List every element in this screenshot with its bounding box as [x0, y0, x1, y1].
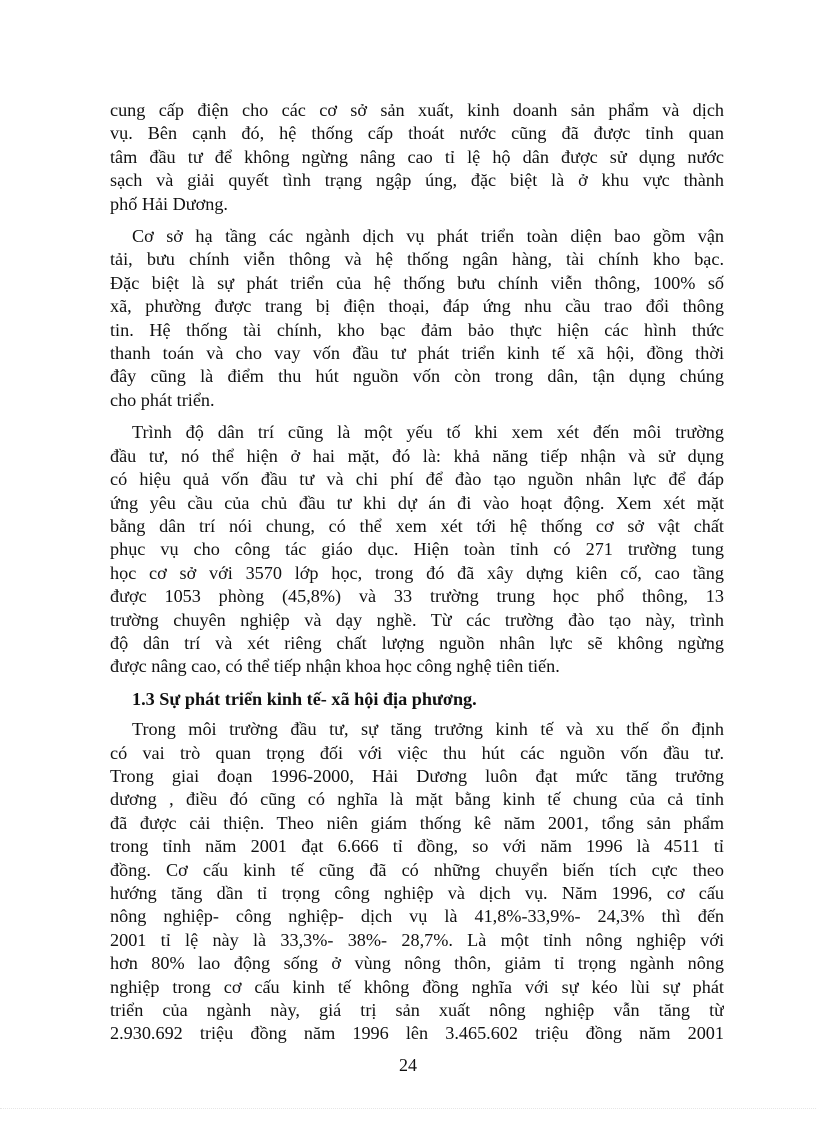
text-line: dương , điều đó cũng có nghĩa là mặt bằng kinh tế chung của cả tỉnh: [110, 789, 724, 810]
text-line: có vai trò quan trọng đối với việc thu hút các nguồn vốn đầu tư.: [110, 742, 724, 763]
text-line: sạch và giải quyết tình trạng ngập úng, đặc biệt là ở khu vực thành: [110, 170, 724, 191]
page-number: 24: [399, 1055, 417, 1075]
text-line: nghiệp trong cơ cấu kinh tế không đồng nghĩa với sự kéo lùi sự phát: [110, 976, 724, 997]
text-line: được nâng cao, có thể tiếp nhận khoa học công nghệ tiên tiến.: [110, 656, 560, 677]
text-line: có hiệu quả vốn đầu tư và chi phí để đào tạo nguồn nhân lực để đáp: [110, 469, 724, 490]
text-line: độ dân trí và xét riêng chất lượng nguồn nhân lực sẽ không ngừng: [110, 632, 724, 653]
text-line: phục vụ cho công tác giáo dục. Hiện toàn tỉnh có 271 trường tung: [110, 539, 724, 560]
text-line: học cơ sở với 3570 lớp học, trong đó đã xây dựng kiên cố, cao tầng: [110, 562, 724, 583]
text-line: tâm đầu tư để không ngừng nâng cao tỉ lệ hộ dân được sử dụng nước: [110, 146, 724, 167]
text-line: đầu tư, nó thể hiện ở hai mặt, đó là: khả năng tiếp nhận và sử dụng: [110, 445, 724, 466]
text-line: ứng yêu cầu của chủ đầu tư khi dự án đi vào hoạt động. Xem xét mặt: [110, 492, 724, 513]
text-line: được 1053 phòng (45,8%) và 33 trường trung học phổ thông, 13: [110, 586, 724, 607]
text-line: tin. Hệ thống tài chính, kho bạc đảm bảo thực hiện các hình thức: [110, 319, 724, 340]
paragraph-education: [110, 421, 724, 678]
text-line: Trình độ dân trí cũng là một yếu tố khi xem xét đến môi trường: [132, 422, 724, 443]
section-heading: 1.3 Sự phát triển kinh tế- xã hội địa phương.: [132, 688, 477, 709]
text-line: đồng. Cơ cấu kinh tế cũng đã có những chuyển biến tích cực theo: [110, 859, 724, 880]
text-line: Cơ sở hạ tầng các ngành dịch vụ phát triển toàn diện bao gồm vận: [132, 226, 724, 247]
text-line: xã, phường được trang bị điện thoại, đáp ứng nhu cầu trao đổi thông: [110, 296, 724, 317]
text-line: đã được cải thiện. Theo niên giám thống kê năm 2001, tổng sản phẩm: [110, 812, 724, 833]
paragraph-services: [110, 225, 724, 412]
text-line: tải, bưu chính viễn thông và hệ thống ngân hàng, tài chính kho bạc.: [110, 249, 724, 270]
text-line: Trong môi trường đầu tư, sự tăng trưởng kinh tế và xu thế ổn định: [132, 719, 724, 740]
page-body: [110, 99, 724, 1055]
text-line: phố Hải Dương.: [110, 193, 228, 214]
text-line: trong tỉnh năm 2001 đạt 6.666 tỉ đồng, so với năm 1996 là 4511 tỉ: [110, 836, 724, 857]
text-line: thanh toán và cho vay vốn đầu tư phát triển kinh tế xã hội, đồng thời: [110, 343, 724, 364]
text-line: hướng tăng dần tỉ trọng công nghiệp và dịch vụ. Năm 1996, cơ cấu: [110, 883, 724, 903]
page-bottom-divider: [0, 1108, 816, 1109]
text-line: cho phát triển.: [110, 389, 215, 410]
text-line: 2.930.692 triệu đồng năm 1996 lên 3.465.602 triệu đồng năm 2001: [110, 1023, 724, 1044]
text-line: triển của ngành này, giá trị sản xuất nông nghiệp vẫn tăng từ: [110, 1000, 724, 1021]
text-line: trường chuyên nghiệp và dạy nghề. Từ các trường đào tạo này, trình: [110, 609, 724, 630]
text-line: đây cũng là điểm thu hút nguồn vốn còn trong dân, tận dụng chúng: [110, 366, 724, 387]
text-line: Trong giai đoạn 1996-2000, Hải Dương luôn đạt mức tăng trưởng: [110, 765, 724, 786]
text-line: cung cấp điện cho các cơ sở sản xuất, kinh doanh sản phẩm và dịch: [110, 100, 724, 120]
text-line: 2001 tỉ lệ này là 33,3%- 38%- 28,7%. Là một tỉnh nông nghiệp với: [110, 929, 724, 950]
paragraph-economy: [110, 718, 724, 1046]
paragraph-infrastructure: [110, 99, 724, 216]
text-line: hơn 80% lao động sống ở vùng nông thôn, giảm tỉ trọng ngành nông: [110, 953, 724, 974]
text-line: bằng dân trí nói chung, có thể xem xét tới hệ thống cơ sở vật chất: [110, 515, 724, 536]
text-line: nông nghiệp- công nghiệp- dịch vụ là 41,8%-33,9%- 24,3% thì đến: [110, 906, 724, 927]
text-line: vụ. Bên cạnh đó, hệ thống cấp thoát nước cũng đã được tỉnh quan: [110, 123, 724, 144]
text-line: Đặc biệt là sự phát triển của hệ thống bưu chính viễn thông, 100% số: [110, 272, 724, 293]
